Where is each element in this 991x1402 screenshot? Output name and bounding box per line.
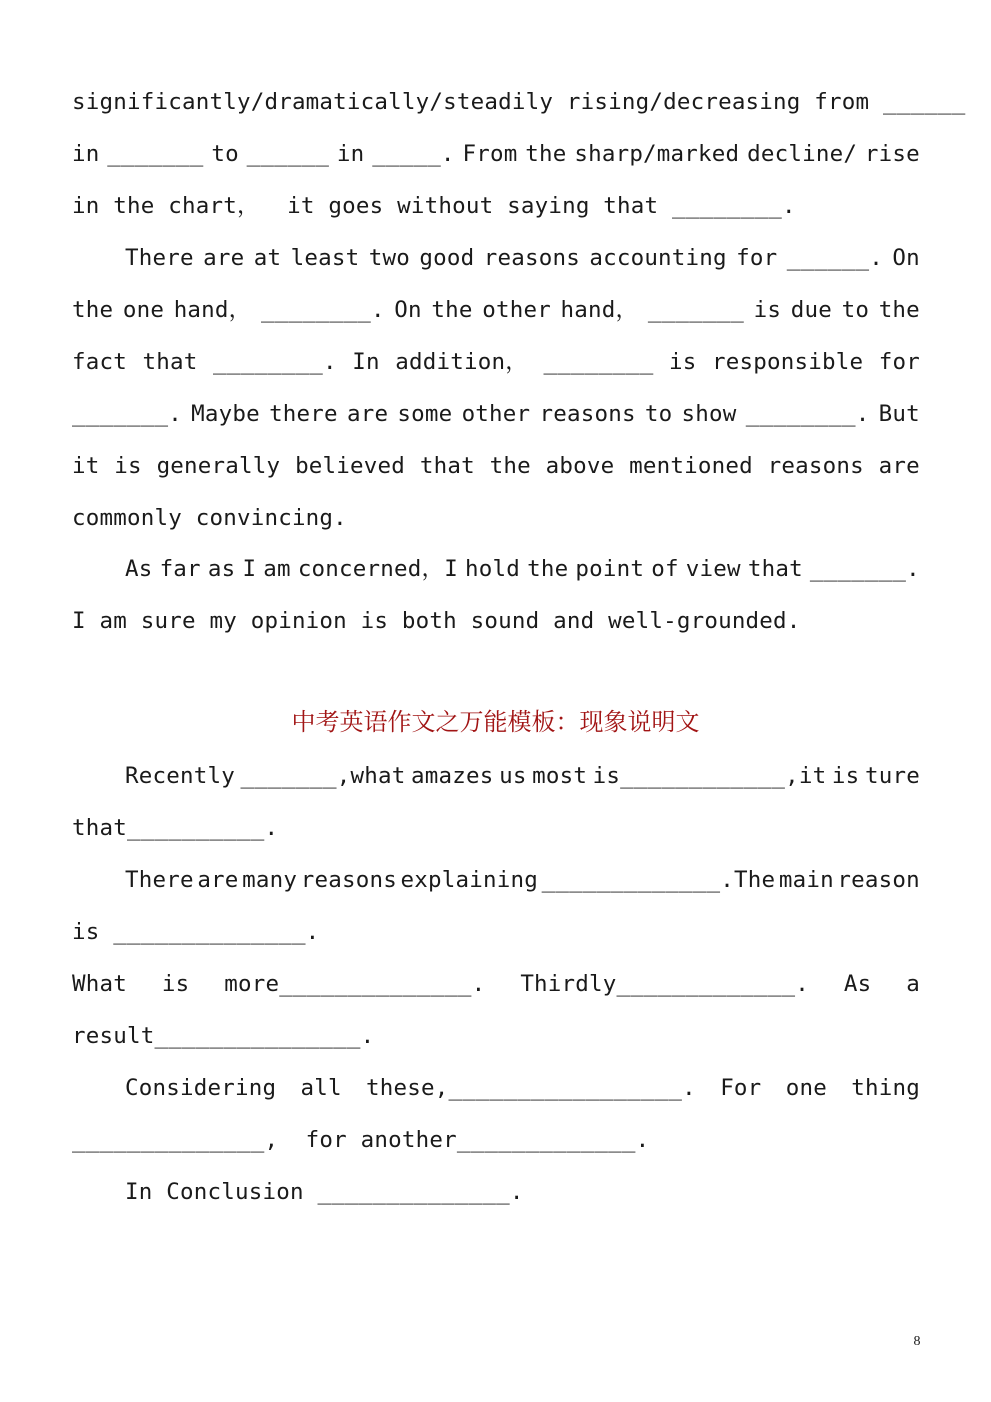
paragraph-2-line-2 bbox=[72, 284, 920, 336]
word: Maybe bbox=[191, 401, 260, 427]
word: main bbox=[778, 867, 834, 893]
word: decline/ bbox=[747, 141, 858, 167]
word: fact bbox=[72, 349, 127, 375]
word: for bbox=[736, 245, 778, 271]
word: Considering bbox=[125, 1075, 277, 1101]
word: of bbox=[651, 556, 679, 582]
word: is bbox=[753, 297, 782, 323]
word: hand， bbox=[560, 297, 639, 323]
word: view bbox=[685, 556, 741, 582]
word: least bbox=[290, 245, 360, 271]
word: reasons bbox=[300, 867, 397, 893]
template-line-2: that__________. bbox=[72, 815, 279, 841]
word: there bbox=[269, 401, 338, 427]
template-line-8: ______________, for another_____________. bbox=[72, 1127, 650, 1153]
template-line-5 bbox=[72, 958, 920, 1010]
word: For bbox=[720, 1075, 762, 1101]
word: amazes bbox=[411, 763, 494, 789]
word: for bbox=[878, 349, 920, 375]
word: responsible bbox=[711, 349, 864, 375]
paragraph-2-line-1 bbox=[72, 232, 920, 284]
word: Thirdly_____________. bbox=[520, 971, 809, 997]
section-heading: 中考英语作文之万能模板：现象说明文 bbox=[291, 708, 700, 736]
word: addition， bbox=[395, 349, 528, 375]
word: is bbox=[161, 971, 190, 997]
template-line-9: In Conclusion ______________. bbox=[125, 1179, 524, 1205]
word: above bbox=[545, 453, 615, 479]
word: hand， bbox=[173, 297, 252, 323]
word: far bbox=[159, 556, 201, 582]
word: Recently bbox=[125, 763, 235, 789]
word: What bbox=[72, 971, 127, 997]
word: am bbox=[263, 556, 291, 582]
paragraph-trend-description bbox=[72, 76, 966, 232]
word: other bbox=[461, 401, 531, 427]
word: a bbox=[906, 971, 920, 997]
paragraph-opinion bbox=[72, 543, 920, 647]
word: these,_________________. bbox=[366, 1075, 696, 1101]
word: believed bbox=[295, 453, 406, 479]
paragraph-3-line-1 bbox=[72, 543, 920, 595]
word: us bbox=[499, 763, 527, 789]
word: are bbox=[346, 401, 389, 427]
word: the bbox=[525, 141, 567, 167]
word: In bbox=[352, 349, 380, 375]
word: _______ bbox=[107, 141, 204, 167]
word: I bbox=[242, 556, 257, 582]
word: as bbox=[207, 556, 236, 582]
paragraph-2-line-5 bbox=[72, 440, 920, 492]
word: hold bbox=[465, 556, 521, 582]
word: other bbox=[482, 297, 551, 323]
paragraph-1-line-2 bbox=[72, 128, 920, 180]
word: From bbox=[462, 141, 518, 167]
word: are bbox=[197, 867, 239, 893]
word: good bbox=[419, 245, 475, 271]
word: in bbox=[336, 141, 365, 167]
word: accounting bbox=[589, 245, 727, 271]
word: But bbox=[878, 401, 920, 427]
word: that bbox=[142, 349, 198, 375]
word: two bbox=[368, 245, 410, 271]
word: On bbox=[892, 245, 920, 271]
page-number: 8 bbox=[913, 1334, 921, 1349]
word: reasons bbox=[483, 245, 580, 271]
word: sharp/marked bbox=[574, 141, 740, 167]
word: As bbox=[125, 556, 153, 582]
word: _____. bbox=[372, 141, 455, 167]
word: due bbox=[790, 297, 832, 323]
word: that bbox=[419, 453, 475, 479]
paragraph-2-line-4 bbox=[72, 388, 920, 440]
word: concerned，I bbox=[297, 556, 458, 582]
word: all bbox=[300, 1075, 342, 1101]
word: ture bbox=[864, 763, 920, 789]
word: On bbox=[394, 297, 422, 323]
paragraph-reasons bbox=[72, 232, 920, 544]
word: are bbox=[878, 453, 920, 479]
word: the bbox=[527, 556, 569, 582]
word: _______. bbox=[72, 401, 182, 427]
word: most bbox=[532, 763, 588, 789]
word: thing bbox=[851, 1075, 920, 1101]
word: ________. bbox=[213, 349, 337, 375]
word: are bbox=[203, 245, 245, 271]
word: the bbox=[489, 453, 531, 479]
word: As bbox=[843, 971, 872, 997]
word: the bbox=[878, 297, 920, 323]
word: point bbox=[575, 556, 645, 582]
word: ______ bbox=[246, 141, 330, 167]
word: explaining bbox=[400, 867, 538, 893]
word: reasons bbox=[767, 453, 864, 479]
word: is bbox=[114, 453, 142, 479]
word: ________ bbox=[543, 349, 654, 375]
word: to bbox=[644, 401, 673, 427]
word: _______,what bbox=[240, 763, 406, 789]
word: reason bbox=[837, 867, 920, 893]
phenomenon-template bbox=[72, 750, 920, 1218]
word: some bbox=[397, 401, 453, 427]
word: to bbox=[841, 297, 870, 323]
word: There bbox=[125, 867, 194, 893]
word: it bbox=[72, 453, 100, 479]
template-line-6: result_______________. bbox=[72, 1023, 375, 1049]
template-line-1 bbox=[72, 750, 920, 802]
word: ________. bbox=[745, 401, 870, 427]
word: many bbox=[242, 867, 298, 893]
word: that bbox=[747, 556, 803, 582]
word: is____________,it bbox=[592, 763, 827, 789]
word: is bbox=[668, 349, 697, 375]
word: to bbox=[211, 141, 239, 167]
word: more______________. bbox=[224, 971, 486, 997]
word: at bbox=[253, 245, 282, 271]
template-line-4: is ______________. bbox=[72, 919, 320, 945]
paragraph-3-line-2: I am sure my opinion is both sound and well-grounded. bbox=[72, 608, 801, 634]
word: reasons bbox=[539, 401, 636, 427]
paragraph-2-line-6: commonly convincing. bbox=[72, 505, 347, 531]
word: one bbox=[785, 1075, 827, 1101]
word: mentioned bbox=[629, 453, 753, 479]
word: _______. bbox=[809, 556, 920, 582]
template-line-3 bbox=[72, 854, 920, 906]
word: There bbox=[125, 245, 194, 271]
word: the bbox=[431, 297, 473, 323]
word: one bbox=[122, 297, 165, 323]
word: ________. bbox=[260, 297, 385, 323]
paragraph-2-line-3 bbox=[72, 336, 920, 388]
word: _______ bbox=[647, 297, 745, 323]
word: show bbox=[681, 401, 737, 427]
word: ______. bbox=[786, 245, 884, 271]
template-line-7 bbox=[72, 1062, 920, 1114]
paragraph-1-line-1: significantly/dramatically/steadily rising/decreasing from ______ bbox=[72, 89, 966, 115]
word: the bbox=[72, 297, 114, 323]
word: is bbox=[831, 763, 860, 789]
word: generally bbox=[156, 453, 281, 479]
paragraph-1-line-3: in the chart， it goes without saying that ________. bbox=[72, 193, 796, 219]
word: in bbox=[72, 141, 100, 167]
word: _____________.The bbox=[541, 867, 776, 893]
word: rise bbox=[864, 141, 920, 167]
